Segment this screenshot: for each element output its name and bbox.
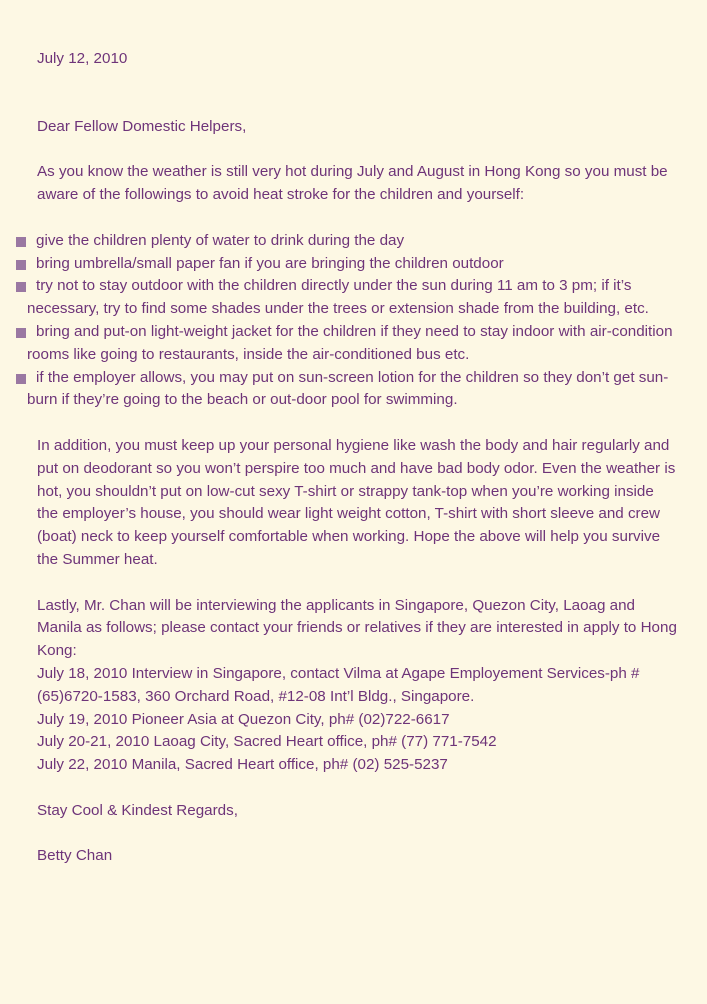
tip-text: try not to stay outdoor with the children directly under the sun during 11 am to 3 pm; if it’s necessary, try to find some shades under the trees or extension shade from the building, etc. xyxy=(27,277,649,318)
tip-text: give the children plenty of water to drink during the day xyxy=(36,231,405,249)
schedule-line: July 20-21, 2010 Laoag City, Sacred Heart office, ph# (77) 771-7542 xyxy=(37,733,497,751)
letter-closing: Stay Cool & Kindest Regards, xyxy=(37,801,238,819)
schedule-line: July 19, 2010 Pioneer Asia at Quezon City, ph# (02)722-6617 xyxy=(37,710,450,728)
square-bullet-icon xyxy=(16,374,26,384)
square-bullet-icon xyxy=(16,328,26,338)
letter-salutation: Dear Fellow Domestic Helpers, xyxy=(37,117,247,135)
interview-paragraph: Lastly, Mr. Chan will be interviewing the applicants in Singapore, Quezon City, Laoag and Manila as follows; please contact your friends or relatives if they are interested in apply to Hong Kong: xyxy=(37,596,677,660)
schedule-line: July 18, 2010 Interview in Singapore, contact Vilma at Agape Employement Services-ph # (65)6720-1583, 360 Orchard Road, #12-08 Int’l Bldg., Singapore. xyxy=(37,664,640,705)
tip-item xyxy=(27,367,673,413)
square-bullet-icon xyxy=(16,237,26,247)
tip-text: bring and put-on light-weight jacket for the children if they need to stay indoor with air-condition rooms like going to restaurants, inside the air-conditioned bus etc. xyxy=(27,322,673,363)
tip-item xyxy=(27,253,673,276)
hygiene-paragraph: In addition, you must keep up your personal hygiene like wash the body and hair regularly and put on deodorant so you won’t perspire too much and have bad body odor. Even the weather is hot, you shouldn’t put on low-cut sexy T-shirt or strappy tank-top when you’re working inside the employer’s house, you should wear light weight cotton, T-shirt with short sleeve and crew (boat) neck to keep yourself comfortable when working. Hope the above will help you survive the Summer heat. xyxy=(37,436,676,568)
letter-date: July 12, 2010 xyxy=(37,50,128,67)
tips-list xyxy=(27,230,673,412)
tip-item xyxy=(27,230,673,253)
tip-text: bring umbrella/small paper fan if you are bringing the children outdoor xyxy=(36,254,504,272)
schedule-line: July 22, 2010 Manila, Sacred Heart office, ph# (02) 525-5237 xyxy=(37,756,448,774)
square-bullet-icon xyxy=(16,260,26,270)
tip-text: if the employer allows, you may put on sun-screen lotion for the children so they don’t get sun-burn if they’re going to the beach or out-door pool for swimming. xyxy=(27,368,669,409)
square-bullet-icon xyxy=(16,282,26,292)
letter-signature: Betty Chan xyxy=(37,847,113,865)
tip-item xyxy=(27,321,673,367)
tip-item xyxy=(27,275,673,321)
intro-paragraph: As you know the weather is still very hot during July and August in Hong Kong so you must be aware of the followings to avoid heat stroke for the children and yourself: xyxy=(37,163,668,204)
